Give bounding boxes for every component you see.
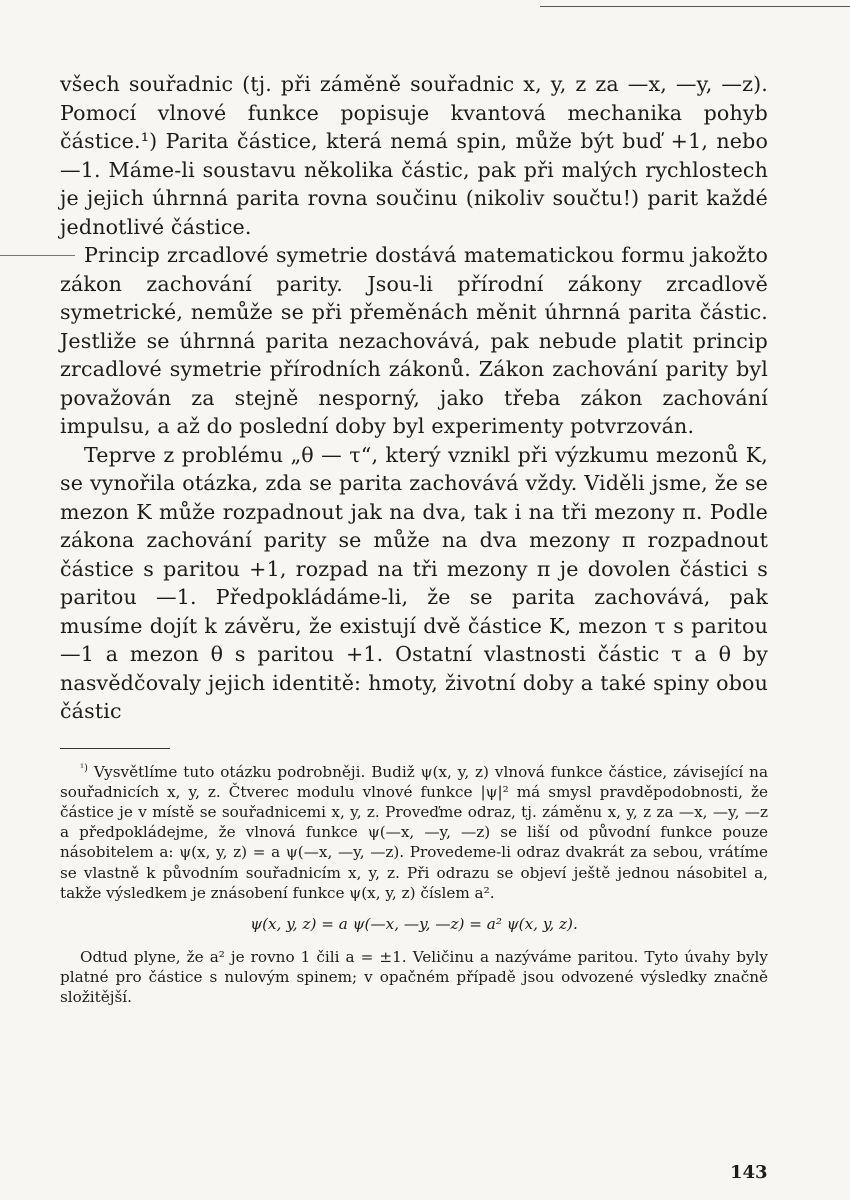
paragraph-1: všech souřadnic (tj. při záměně souřadnic x, y, z za —x, —y, —z). Pomocí vlnové funkce popisuje kvantová mechanika pohyb částice.¹) Parita částice, která nemá spin, může být buď +1, nebo —1. Máme-li soustavu několika částic, pak při malých rychlostech je jejich úhrnná parita rovna součinu (nikoliv součtu!) parit každé jednotlivé částice. [60,72,768,239]
page-number: 143 [730,1162,768,1183]
body-text [60,70,768,726]
footnote-equation: ψ(x, y, z) = a ψ(—x, —y, —z) = a² ψ(x, y, z). [250,914,578,933]
page-content [60,70,768,1008]
top-edge-line [540,6,850,7]
footnote-body: Vysvětlíme tuto otázku podrobněji. Budiž ψ(x, y, z) vlnová funkce částice, závisející na souřadnicích x, y, z. Čtverec modulu vlnové funkce |ψ|² má smysl pravděpodobnosti, že částice je v místě se souřadnicemi x, y, z. Proveďme odraz, tj. záměnu x, y, z za —x, —y, —z a předpokládejme, že vlnová funkce ψ(—x, —y, —z) se liší od původní funkce pouze násobitelem a: ψ(x, y, z) = a ψ(—x, —y, —z). Provedeme-li odraz dvakrát za sebou, vrátíme se vlastně k původním souřadnicím x, y, z. Při odrazu se objeví ještě jednou násobitel a, takže výsledkem je znásobení funkce ψ(x, y, z) číslem a². [60,762,769,902]
paragraph-3: Teprve z problému „θ — τ“, který vznikl při výzkumu mezonů K, se vynořila otázka, zda se parita zachovává vždy. Viděli jsme, že se mezon K může rozpadnout jak na dva, tak i na tři mezony π. Podle zákona zachování parity se může na dva mezony π rozpadnout částice s paritou +1, rozpad na tři mezony π je dovolen částici s paritou —1. Předpokládáme-li, že se parita zachovává, pak musíme dojít k závěru, že existují dvě částice K, mezon τ s paritou —1 a mezon θ s paritou +1. Ostatní vlastnosti částic τ a θ by nasvědčovaly jejich identitě: hmoty, životní doby a také spiny obou částic [60,442,768,723]
footnote [60,759,768,1008]
footnote-marker: ¹) [80,762,88,774]
footnote-text [60,759,768,903]
footnote-divider [60,748,170,749]
footnote-conclusion: Odtud plyne, že a² je rovno 1 čili a = ±1. Veličinu a nazýváme paritou. Tyto úvahy byly platné pro částice s nulovým spinem; v opačném případě jsou odvozené výsledky značně složitější. [60,947,768,1007]
paragraph-2: Princip zrcadlové symetrie dostává matematickou formu jakožto zákon zachování parity. Jsou-li přírodní zákony zrcadlově symetrické, nemůže se při přeměnách měnit úhrnná parita částic. Jestliže se úhrnná parita nezachovává, pak nebude platit princip zrcadlové symetrie přírodních zákonů. Zákon zachování parity byl považován za stejně nesporný, jako třeba zákon zachování impulsu, a až do poslední doby byl experimenty potvrzován. [60,243,768,438]
